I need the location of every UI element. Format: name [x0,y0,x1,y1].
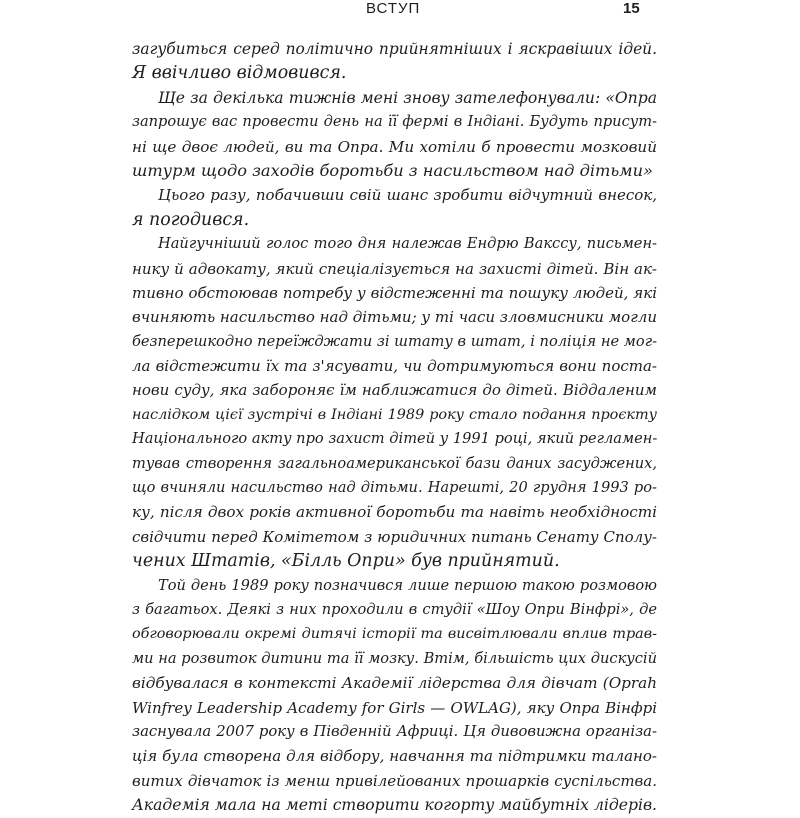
text-line: безперешкодно переїжджати зі штату в штат, і поліція не мог- [132,332,657,350]
text-line: Національного акту про захист дітей у 1991 році, який регламен- [132,430,658,448]
text-line: Цього разу, побачивши свій шанс зробити відчутний внесок, [158,186,657,205]
text-line: нику й адвокату, який спеціалізується на захисті дітей. Він ак- [132,259,657,278]
text-line: ція була створена для відбору, навчання та підтримки талано- [132,747,657,766]
text-line: вчиняють насильство над дітьми; у ті часи зловмисники могли [132,308,657,327]
text-line: нови суду, яка забороняє їм наближатися до дітей. Віддаленим [132,381,657,400]
text-line: свідчити перед Комітетом з юридичних питань Сенату Сполу- [132,527,657,546]
text-line: я погодився. [132,209,250,230]
text-line: загубиться серед політично прийнятніших і яскравіших ідей. [132,40,657,58]
text-line: Академія мала на меті створити когорту майбутніх лідерів. [132,796,657,815]
text-line: Ще за декілька тижнів мені знову зателефонували: «Опра [158,88,657,107]
text-line: штурм щодо заходів боротьби з насильством над дітьми» [132,160,653,180]
text-line: тував створення загальноамериканської бази даних засуджених, [132,454,657,472]
running-head: ВСТУП [366,0,421,17]
text-line: чених Штатів, «Білль Опри» був прийнятий. [132,551,560,572]
text-line: з багатьох. Деякі з них проходили в студії «Шоу Опри Вінфрі», де [132,600,657,618]
text-line: заснувала 2007 року в Південній Африці. Ця дивовижна організа- [132,722,657,740]
text-line: запрошує вас провести день на її фермі в Індіані. Будуть присут- [132,113,657,131]
text-line: витих дівчаток із менш привілейованих прошарків суспільства. [132,771,657,790]
text-line: ла відстежити їх та з'ясувати, чи дотримуються вони поста- [132,357,657,376]
text-line: ку, після двох років активної боротьби та навіть необхідності [132,503,657,522]
text-line: відбувалася в контексті Академії лідерства для дівчат (Oprah [132,674,657,693]
text-line: Найгучніший голос того дня належав Ендрю Ваксcу, письмен- [158,235,657,253]
text-line: ми на розвиток дитини та її мозку. Втім, більшість цих дискусій [132,649,657,667]
text-line: Winfrey Leadership Academy for Girls — OWLAG), яку Опра Вінфрі [132,698,657,717]
page-header [0,0,800,22]
text-line: Я ввічливо відмовився. [132,63,347,84]
text-line: що вчиняли насильство над дітьми. Нарешті, 20 грудня 1993 ро- [132,479,657,497]
page-number: 15 [623,0,640,17]
text-line: обговорювали окремі дитячі історії та висвітлювали вплив трав- [132,626,657,643]
text-line: тивно обстоював потребу у відстеженні та пошуку людей, які [132,283,657,302]
body-text [132,37,657,818]
text-line: наслідком цієї зустрічі в Індіані 1989 року стало подання проєкту [132,406,657,423]
text-line: Той день 1989 року позначився лише першою такою розмовою [158,576,657,594]
text-line: ні ще двоє людей, ви та Опра. Ми хотіли б провести мозковий [132,137,657,156]
